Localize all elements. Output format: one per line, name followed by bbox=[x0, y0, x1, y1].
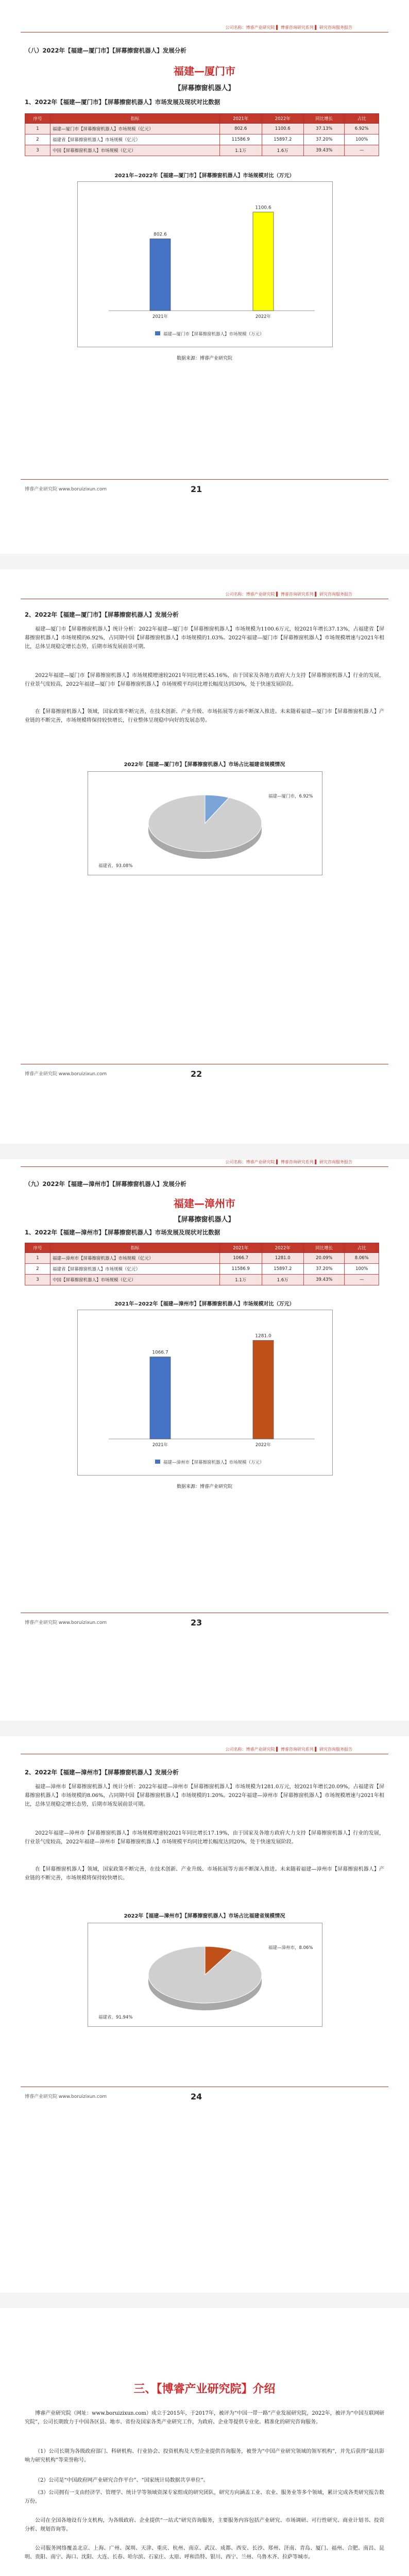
page-number: 21 bbox=[191, 484, 202, 494]
pie-chart bbox=[88, 772, 322, 875]
page-gap bbox=[0, 1721, 409, 1736]
table-cell: 2 bbox=[25, 1264, 50, 1275]
col-header: 序号 bbox=[25, 1243, 50, 1253]
table-cell: 福建—厦门市【屏幕擦窗机器人】市场规模（亿元） bbox=[50, 124, 220, 134]
city-title: 福建—漳州市 bbox=[174, 1197, 235, 1210]
chart-title: 2021年~2022年【福建—漳州市】【屏幕擦窗机器人】市场规模对比（万元） bbox=[114, 1301, 295, 1307]
page-header: 公司名称：博睿产业研究院 ▌ 博睿咨询研究系列 ▌ 研究咨询服务报告 bbox=[225, 25, 352, 30]
pie-label: 福建省，91.94% bbox=[98, 2015, 133, 2020]
table-cell: 37.13% bbox=[304, 124, 345, 134]
table-cell: 100% bbox=[345, 134, 379, 145]
table-cell: 39.43% bbox=[304, 1275, 345, 1285]
section-heading: （八）2022年【福建—厦门市】【屏幕擦窗机器人】发展分析 bbox=[25, 47, 186, 54]
col-header: 2022年 bbox=[262, 114, 304, 124]
bar-value-label: 1066.7 bbox=[152, 1350, 168, 1355]
legend-label: 福建—厦门市【屏幕擦窗机器人】市场规模（万元） bbox=[163, 332, 264, 337]
source-note: 数据来源：博睿产业研究院 bbox=[176, 356, 232, 361]
table-cell: 37.20% bbox=[304, 134, 345, 145]
page-header: 公司名称：博睿产业研究院 ▌ 博睿咨询研究系列 ▌ 研究咨询服务报告 bbox=[225, 1160, 352, 1164]
table-cell: 6.92% bbox=[345, 124, 379, 134]
table-cell: 1.6万 bbox=[262, 1275, 304, 1285]
source-note: 数据来源：博睿产业研究院 bbox=[176, 1484, 232, 1489]
page-gap bbox=[0, 1144, 409, 1159]
bar-chart-frame bbox=[77, 1310, 333, 1476]
paragraph: 2022年福建—厦门市【屏幕擦窗机器人】市场规模增速较2021年同比增长45.16%，由于国家及各地方政府大力支持【屏幕擦窗机器人】行业的发展，行业景气度较高，2022年福建—厦门市【屏幕擦窗机器人】市场规模平均同比增长幅度达到30%，处于快速发展阶段。 bbox=[25, 673, 384, 687]
table-cell: 100% bbox=[345, 1264, 379, 1275]
paragraph: 2022年福建—漳州市【屏幕擦窗机器人】市场规模增速较2021年同比增长17.19%，由于国家及各地方政府大力支持【屏幕擦窗机器人】行业的发展，行业景气度较高，2022年福建—漳州市【屏幕擦窗机器人】市场规模平均同比增长幅度达到20%，处于快速发展阶段。 bbox=[25, 1831, 384, 1845]
col-header: 同比增长 bbox=[304, 1243, 345, 1253]
table-cell: 1100.6 bbox=[262, 124, 304, 134]
bar-value-label: 1281.0 bbox=[255, 1333, 271, 1339]
table-header-row bbox=[25, 114, 379, 124]
page-3 bbox=[0, 1159, 409, 1721]
col-header: 序号 bbox=[25, 114, 50, 124]
table-row bbox=[25, 145, 379, 156]
page-5 bbox=[0, 2308, 409, 2576]
table-cell: 1066.7 bbox=[220, 1253, 262, 1264]
table-cell: 1 bbox=[25, 1253, 50, 1264]
paragraph: 福建—厦门市【屏幕擦窗机器人】统计分析：2022年福建—厦门市【屏幕擦窗机器人】市场规模为1100.6万元，较2021年增长37.13%，占福建省【屏幕擦窗机器人】市场规模的6.92%，占同期中国【屏幕擦窗机器人】市场规模的1.03%。2022年福建—厦门市【屏幕擦窗机器人】市场规模增速与2021年相比，总体呈现稳定增长态势，后期市场发展前景可期。 bbox=[25, 626, 384, 650]
pie-slice bbox=[148, 795, 262, 852]
col-header: 指标 bbox=[50, 1243, 220, 1253]
table-header-row bbox=[25, 1243, 379, 1253]
table-cell: 15897.2 bbox=[262, 1264, 304, 1275]
section-heading: （九）2022年【福建—漳州市】【屏幕擦窗机器人】发展分析 bbox=[25, 1180, 186, 1188]
pie-label: 福建—漳州市，8.06% bbox=[268, 1945, 313, 1951]
category-title: 【屏幕擦窗机器人】 bbox=[174, 1216, 235, 1224]
table-cell: 1.1万 bbox=[220, 145, 262, 156]
sub-heading: 1、2022年【福建—厦门市】【屏幕擦窗机器人】市场发展及现状对比数据 bbox=[25, 98, 220, 106]
table-cell: 3 bbox=[25, 145, 50, 156]
pie-label: 福建—厦门市，6.92% bbox=[268, 794, 313, 799]
table-row bbox=[25, 124, 379, 134]
chart-title: 2021年~2022年【福建—厦门市】【屏幕擦窗机器人】市场规模对比（万元） bbox=[114, 173, 295, 179]
paragraph: 博睿产业研究院（网址：www.boruizixun.com）成立于2015年，于2017年，被评为“中国一带一路”产业发展研究院，2022年，被评为“中国互联网研究院”，公司长期致力于中国各区县、地市、省份及国家各类产业研究工作，为政府、企业等提供专业化、精准化的研究咨询服务。 bbox=[25, 2411, 384, 2425]
page-2 bbox=[0, 569, 409, 1144]
page-footer: 博睿产业研究院 www.boruizixun.com bbox=[25, 1072, 107, 1077]
legend-label: 福建—漳州市【屏幕擦窗机器人】市场规模（万元） bbox=[163, 1460, 264, 1465]
bar-chart-frame bbox=[77, 181, 333, 347]
table-cell: — bbox=[345, 145, 379, 156]
page-footer: 博睿产业研究院 www.boruizixun.com bbox=[25, 2094, 107, 2099]
page-number: 23 bbox=[191, 1618, 202, 1628]
city-title: 福建—厦门市 bbox=[174, 65, 235, 77]
table-row bbox=[25, 1253, 379, 1264]
category-label: 2022年 bbox=[255, 1443, 271, 1448]
category-label: 2021年 bbox=[152, 1443, 168, 1448]
table-row bbox=[25, 134, 379, 145]
table-cell: 中国【屏幕擦窗机器人】市场规模（亿元） bbox=[50, 1275, 220, 1285]
page-footer: 博睿产业研究院 www.boruizixun.com bbox=[25, 1620, 107, 1625]
category-label: 2022年 bbox=[255, 314, 271, 319]
sub-heading: 2、2022年【福建—漳州市】【屏幕擦窗机器人】发展分析 bbox=[25, 1769, 179, 1776]
header-rule bbox=[21, 1166, 388, 1167]
footer-rule bbox=[21, 479, 388, 480]
table-cell: 2 bbox=[25, 134, 50, 145]
table-cell: 1.1万 bbox=[220, 1275, 262, 1285]
table-cell: 中国【屏幕擦窗机器人】市场规模（亿元） bbox=[50, 145, 220, 156]
table-cell: 1 bbox=[25, 124, 50, 134]
paragraph: 福建—漳州市【屏幕擦窗机器人】统计分析：2022年福建—漳州市【屏幕擦窗机器人】市场规模为1281.0万元，较2021年增长20.09%，占福建省【屏幕擦窗机器人】市场规模的8.06%，占同期中国【屏幕擦窗机器人】市场规模的1.20%。2022年福建—漳州市【屏幕擦窗机器人】市场规模增速与2021年相比，总体呈现稳定增长态势，后期市场发展前景可期。 bbox=[25, 1784, 384, 1807]
chart-title: 2022年【福建—漳州市】【屏幕擦窗机器人】市场占比福建省规模情况 bbox=[124, 1913, 285, 1919]
page-gap bbox=[0, 554, 409, 569]
table-cell: 福建省【屏幕擦窗机器人】市场规模（亿元） bbox=[50, 1264, 220, 1275]
col-header: 2021年 bbox=[220, 1243, 262, 1253]
table-cell: 37.20% bbox=[304, 1264, 345, 1275]
paragraph: （1）公司长期为各级政府部门、科研机构、行业协会、投资机构及大型企业提供咨询服务，被誉为“中国产业研究领域的领军机构”，并先后获得“最具影响力研究机构”等荣誉称号。 bbox=[25, 2449, 384, 2463]
pie-slice bbox=[148, 1946, 262, 2003]
col-header: 同比增长 bbox=[304, 114, 345, 124]
table-cell: 1.6万 bbox=[262, 145, 304, 156]
sub-heading: 2、2022年【福建—厦门市】【屏幕擦窗机器人】发展分析 bbox=[25, 611, 179, 618]
table-cell: 39.43% bbox=[304, 145, 345, 156]
pie-chart-frame bbox=[88, 771, 322, 875]
paragraph: （3）公司拥有一支由经济学、管理学、统计学等领域资深专家组成的研究团队，研究方向涵盖工业、农业、服务业等多个领域，累计完成各类研究报告数万份。 bbox=[25, 2490, 384, 2504]
bar-value-label: 1100.6 bbox=[255, 205, 271, 211]
page-footer: 博睿产业研究院 www.boruizixun.com bbox=[25, 487, 107, 492]
col-header: 2022年 bbox=[262, 1243, 304, 1253]
paragraph: 公司服务网络覆盖北京、上海、广州、深圳、天津、重庆、杭州、南京、武汉、成都、西安、长沙、郑州、济南、青岛、厦门、福州、合肥、南昌、昆明、贵阳、南宁、海口、沈阳、大连、长春、哈尔滨、石家庄、太原、呼和浩特、银川、西宁、兰州、乌鲁木齐、拉萨等城市。 bbox=[25, 2546, 384, 2560]
bar bbox=[253, 212, 274, 311]
bar-value-label: 802.6 bbox=[154, 232, 167, 238]
table-cell: 8.06% bbox=[345, 1253, 379, 1264]
table-cell: 3 bbox=[25, 1275, 50, 1285]
page-header: 公司名称：博睿产业研究院 ▌ 博睿咨询研究系列 ▌ 研究咨询服务报告 bbox=[225, 592, 352, 597]
page-header: 公司名称：博睿产业研究院 ▌ 博睿咨询研究系列 ▌ 研究咨询服务报告 bbox=[225, 1747, 352, 1752]
page-4 bbox=[0, 1736, 409, 2293]
sub-heading: 1、2022年【福建—漳州市】【屏幕擦窗机器人】市场发展及现状对比数据 bbox=[25, 1229, 220, 1236]
paragraph: 在【屏幕擦窗机器人】领域，国家政策不断完善，在技术创新、产业升级、市场拓展等方面不断深入推进。未来随着福建—厦门市【屏幕擦窗机器人】产业链的不断完善，市场规模将保持较快增长，行业整体呈现稳中向好的发展态势。 bbox=[25, 709, 384, 723]
page-gap bbox=[0, 2293, 409, 2308]
bar-chart bbox=[78, 182, 332, 347]
legend-swatch bbox=[155, 331, 160, 335]
paragraph: （2）公司是“中国政府网产业研究合作平台”、“国家统计局数据共享单位”。 bbox=[35, 2478, 209, 2483]
category-label: 2021年 bbox=[152, 314, 168, 319]
page-1 bbox=[0, 0, 409, 554]
table-row bbox=[25, 1264, 379, 1275]
legend-swatch bbox=[155, 1460, 160, 1464]
data-table bbox=[25, 113, 379, 156]
table-cell: — bbox=[345, 1275, 379, 1285]
bar bbox=[253, 1341, 274, 1439]
table-cell: 1281.0 bbox=[262, 1253, 304, 1264]
col-header: 占比 bbox=[345, 114, 379, 124]
bar-chart bbox=[78, 1310, 332, 1475]
table-row bbox=[25, 1275, 379, 1285]
table-cell: 802.6 bbox=[220, 124, 262, 134]
col-header: 指标 bbox=[50, 114, 220, 124]
table-cell: 11586.9 bbox=[220, 134, 262, 145]
col-header: 占比 bbox=[345, 1243, 379, 1253]
col-header: 2021年 bbox=[220, 114, 262, 124]
data-table bbox=[25, 1243, 379, 1285]
table-cell: 福建—漳州市【屏幕擦窗机器人】市场规模（亿元） bbox=[50, 1253, 220, 1264]
page-number: 22 bbox=[191, 1069, 202, 1079]
bar bbox=[150, 1357, 171, 1439]
section-title: 三、【博睿产业研究院】介绍 bbox=[133, 2383, 276, 2396]
pie-chart bbox=[88, 1923, 322, 2026]
pie-label: 福建省，93.08% bbox=[98, 863, 133, 869]
table-cell: 20.09% bbox=[304, 1253, 345, 1264]
category-title: 【屏幕擦窗机器人】 bbox=[174, 84, 235, 92]
table-cell: 15897.2 bbox=[262, 134, 304, 145]
paragraph: 公司在全国各地设有分支机构，为各级政府、企业提供“一站式”研究咨询服务，主要服务内容包括产业研究、市场调研、可行性研究、商业计划书、投资分析、规划咨询等。 bbox=[25, 2518, 384, 2532]
table-cell: 福建省【屏幕擦窗机器人】市场规模（亿元） bbox=[50, 134, 220, 145]
pie-chart-frame bbox=[88, 1923, 322, 2027]
bar bbox=[150, 239, 171, 311]
table-cell: 11586.9 bbox=[220, 1264, 262, 1275]
chart-title: 2022年【福建—厦门市】【屏幕擦窗机器人】市场占比福建省规模情况 bbox=[124, 762, 285, 768]
paragraph: 在【屏幕擦窗机器人】领域，国家政策不断完善，在技术创新、产业升级、市场拓展等方面不断深入推进。未来随着福建—漳州市【屏幕擦窗机器人】产业链的不断完善，市场规模将保持较快增长。 bbox=[25, 1867, 384, 1881]
page-number: 24 bbox=[191, 2092, 202, 2102]
